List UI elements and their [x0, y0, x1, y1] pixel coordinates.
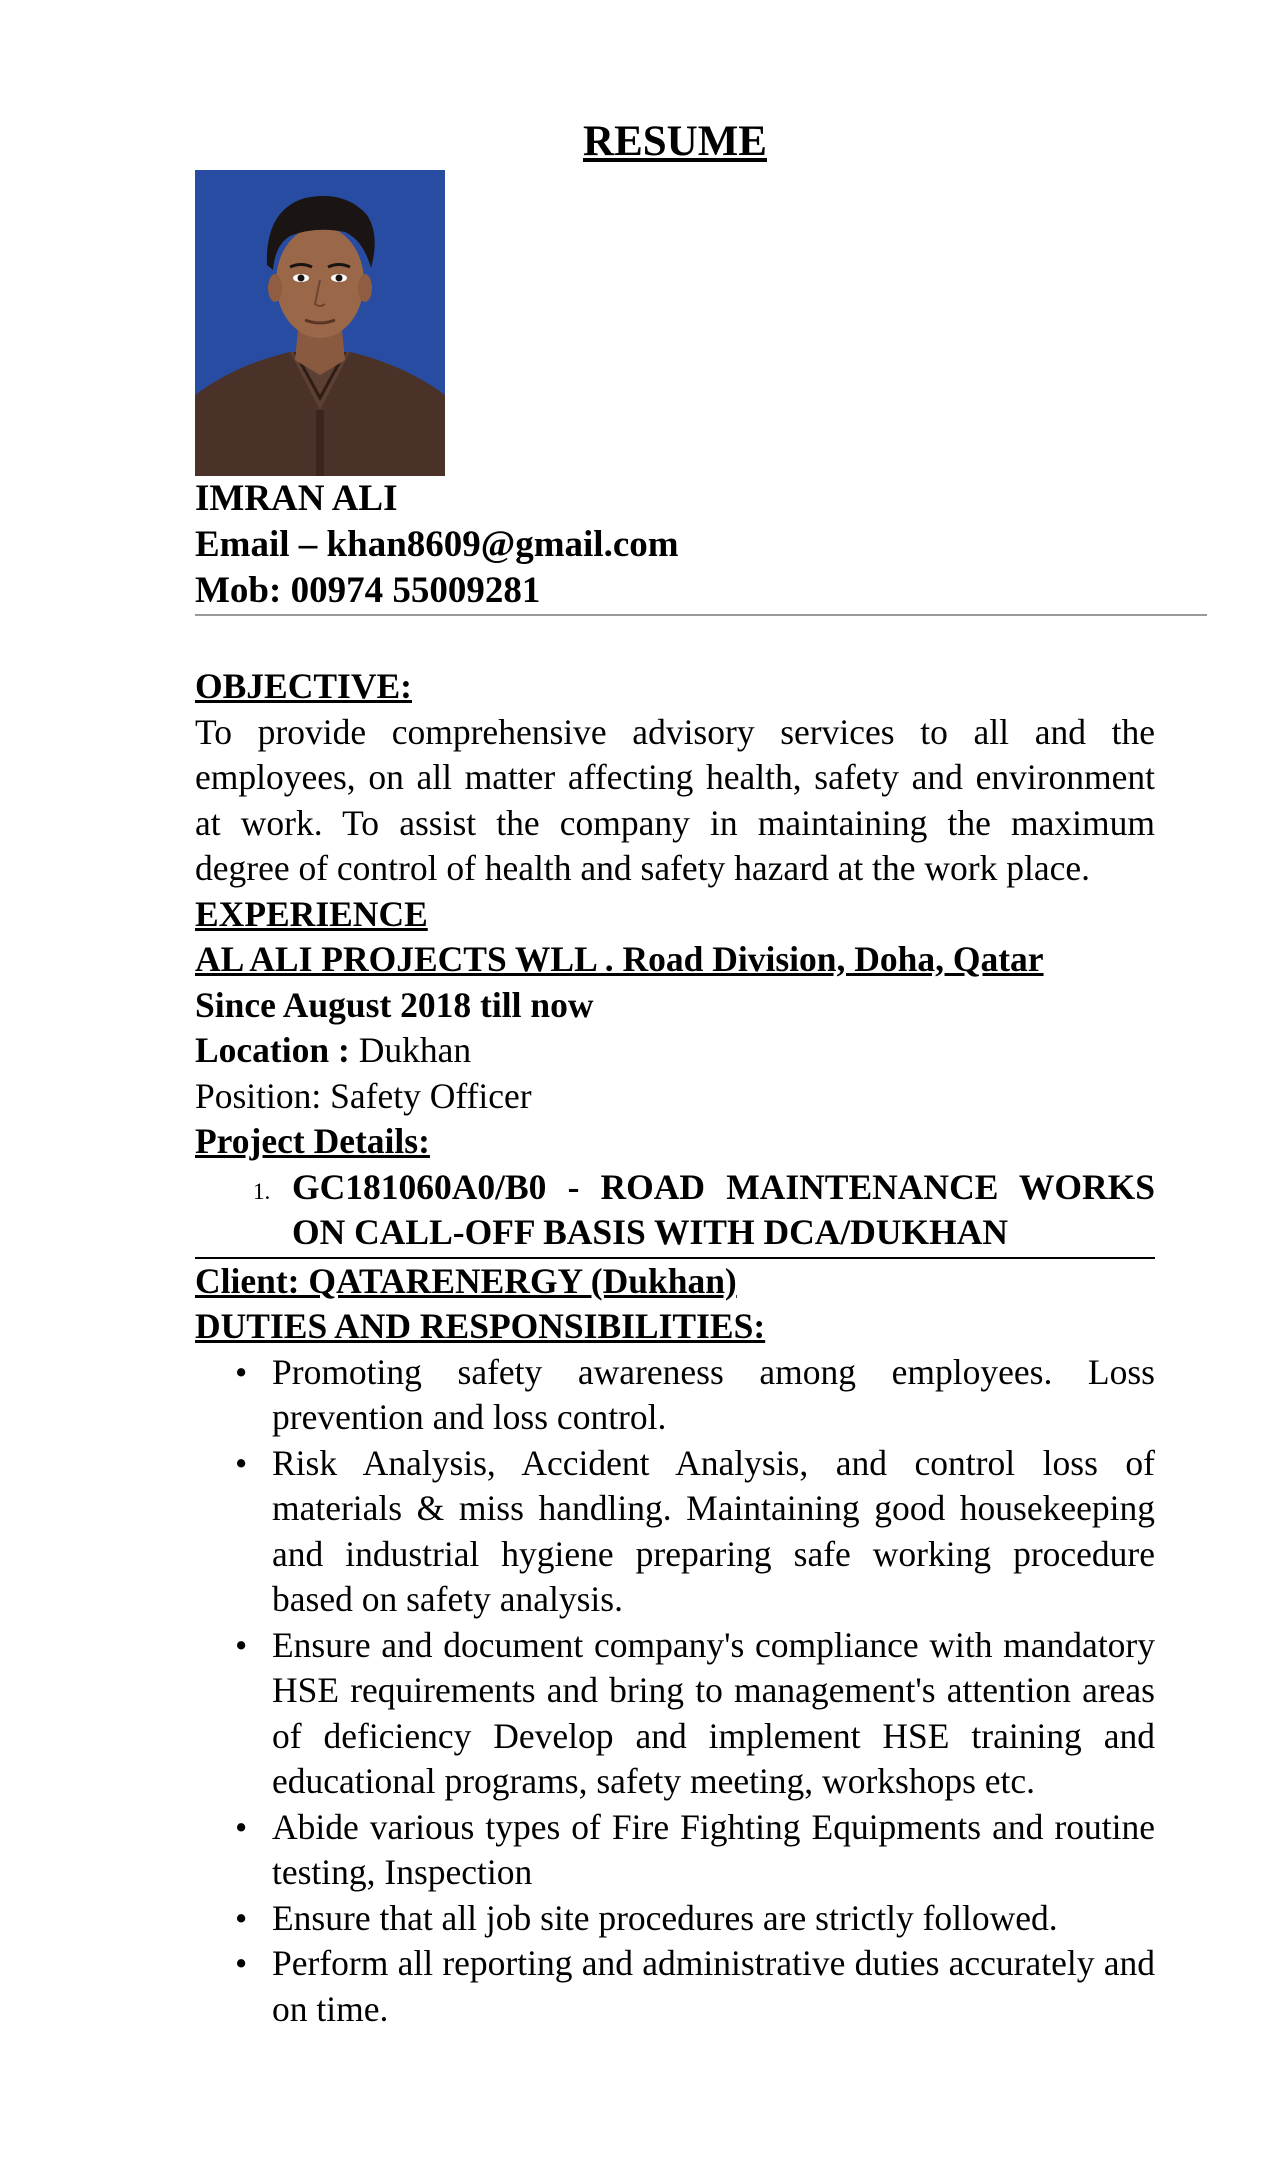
experience-heading: EXPERIENCE — [195, 893, 428, 934]
duty-text: Ensure and document company's compliance with mandatory HSE requirements and bring to management's attention areas of deficiency Develop and implement HSE training and educational programs, safety meeting, workshops etc. — [272, 1624, 1155, 1801]
bullet-icon: • — [235, 1898, 248, 1938]
header-divider — [195, 614, 1207, 616]
resume-body — [195, 664, 1155, 2032]
duty-item — [195, 1805, 1155, 1896]
bullet-icon: • — [235, 1443, 248, 1483]
duty-item — [195, 1441, 1155, 1623]
bullet-icon: • — [235, 1625, 248, 1665]
duty-item — [195, 1941, 1155, 2032]
objective-text: To provide comprehensive advisory services to all and the employees, on all matter affecting health, safety and environment at work. To assist the company in maintaining the maximum degree of control of health and safety hazard at the work place. — [195, 711, 1155, 888]
duty-text: Risk Analysis, Accident Analysis, and control loss of materials & miss handling. Maintaining good housekeeping and industrial hygiene preparing safe working procedure based on safety analysis. — [272, 1442, 1155, 1619]
duty-item — [195, 1350, 1155, 1441]
duties-heading: DUTIES AND RESPONSIBILITIES: — [195, 1306, 766, 1346]
project-details-heading: Project Details: — [195, 1121, 430, 1161]
bullet-icon: • — [235, 1807, 248, 1847]
resume-title: RESUME — [583, 118, 767, 165]
location-line — [195, 1028, 1155, 1074]
portrait-image — [195, 170, 445, 476]
duty-item — [195, 1896, 1155, 1942]
profile-photo — [195, 170, 445, 476]
position-line: Position: Safety Officer — [195, 1075, 532, 1116]
location-label: Location : — [195, 1030, 350, 1070]
duty-text: Perform all reporting and administrative duties accurately and on time. — [272, 1943, 1155, 2029]
project-title: GC181060A0/B0 - ROAD MAINTENANCE WORKS ON CALL-OFF BASIS WITH DCA/DUKHAN — [292, 1166, 1155, 1252]
duty-text: Abide various types of Fire Fighting Equipments and routine testing, Inspection — [272, 1806, 1155, 1892]
mobile-line: Mob: 00974 55009281 — [195, 570, 541, 611]
company-line: AL ALI PROJECTS WLL . Road Division, Doha, Qatar — [195, 939, 1044, 979]
objective-heading: OBJECTIVE: — [195, 666, 412, 706]
project-number: 1. — [253, 1178, 271, 1204]
contact-block — [195, 476, 1155, 614]
bullet-icon: • — [235, 1352, 248, 1392]
duty-item — [195, 1623, 1155, 1805]
duty-text: Promoting safety awareness among employees. Loss prevention and loss control. — [272, 1351, 1155, 1437]
project-item — [195, 1165, 1155, 1259]
email-line: Email – khan8609@gmail.com — [195, 524, 679, 565]
candidate-name: IMRAN ALI — [195, 478, 398, 519]
bullet-icon: • — [235, 1944, 248, 1983]
employment-period: Since August 2018 till now — [195, 984, 594, 1025]
duties-list — [195, 1350, 1155, 2033]
location-value: Dukhan — [349, 1030, 472, 1070]
duty-text: Ensure that all job site procedures are strictly followed. — [272, 1897, 1058, 1938]
client-line: Client: QATARENERGY (Dukhan) — [195, 1260, 737, 1301]
